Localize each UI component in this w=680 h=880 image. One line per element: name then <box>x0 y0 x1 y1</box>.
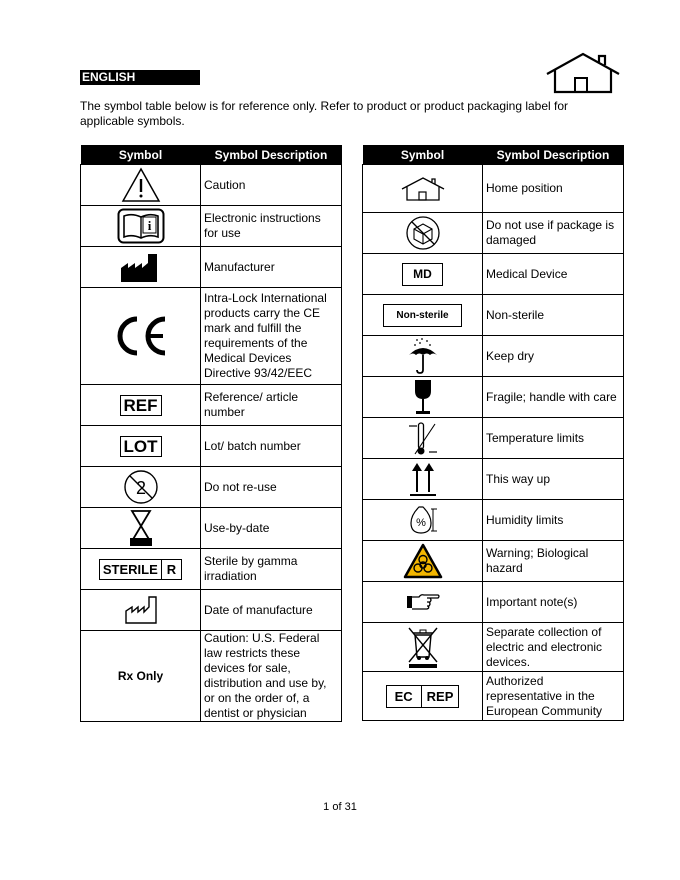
row-description: Do not re-use <box>201 467 342 508</box>
lot-icon: LOT <box>120 436 162 457</box>
this-way-up-icon <box>408 460 438 498</box>
intro-text: The symbol table below is for reference only. Refer to product or product packaging label for applicable symbols. <box>80 99 569 128</box>
row-description: Non-sterile <box>483 295 624 336</box>
table-row <box>81 206 342 247</box>
ref-icon: REF <box>120 395 162 416</box>
table-row <box>81 508 342 549</box>
row-description: Intra-Lock International products carry the CE mark and fulfill the requirements of the Medical Devices Directive 93/42/EEC <box>201 288 342 385</box>
table-row <box>363 582 624 623</box>
table-row <box>363 672 624 721</box>
table-row <box>81 165 342 206</box>
ce-mark-icon <box>113 315 169 357</box>
row-description: Date of manufacture <box>201 590 342 631</box>
header-symbol: Symbol <box>81 145 201 165</box>
header-description: Symbol Description <box>483 145 624 165</box>
md-icon: MD <box>402 263 443 286</box>
table-row <box>81 631 342 722</box>
do-not-reuse-icon <box>123 469 159 505</box>
table-row <box>363 295 624 336</box>
table-row <box>81 590 342 631</box>
table-row <box>363 459 624 500</box>
sterile-r-icon: STERILE R <box>99 559 182 580</box>
table-row <box>81 288 342 385</box>
svg-text:i: i <box>147 218 151 233</box>
row-description: Reference/ article number <box>201 385 342 426</box>
row-description: Keep dry <box>483 336 624 377</box>
damaged-package-icon <box>405 215 441 251</box>
row-description: Do not use if package is damaged <box>483 213 624 254</box>
table-row <box>81 247 342 288</box>
header-symbol: Symbol <box>363 145 483 165</box>
row-description: This way up <box>483 459 624 500</box>
table-row <box>81 385 342 426</box>
row-description: Medical Device <box>483 254 624 295</box>
row-description: Separate collection of electric and electronic devices. <box>483 623 624 672</box>
row-description: Sterile by gamma irradiation <box>201 549 342 590</box>
table-row <box>363 623 624 672</box>
row-description: Home position <box>483 165 624 213</box>
row-description: Temperature limits <box>483 418 624 459</box>
electronic-ifu-icon <box>117 208 165 244</box>
table-row <box>363 336 624 377</box>
caution-icon <box>121 167 161 203</box>
non-sterile-icon: Non-sterile <box>383 304 461 327</box>
date-of-manufacture-icon <box>124 595 158 625</box>
row-description: Important note(s) <box>483 582 624 623</box>
temperature-icon <box>407 420 439 456</box>
rx-only-label: Rx Only <box>117 668 164 683</box>
page-number: 1 of 31 <box>323 801 357 813</box>
row-description: Humidity limits <box>483 500 624 541</box>
biohazard-icon <box>403 543 443 579</box>
humidity-icon <box>405 503 441 537</box>
svg-text:2: 2 <box>135 478 146 498</box>
table-row <box>363 418 624 459</box>
weee-icon <box>406 625 440 669</box>
table-row <box>81 467 342 508</box>
fragile-icon <box>412 378 434 416</box>
symbol-table-left <box>80 145 342 722</box>
home-icon <box>400 176 446 202</box>
table-row <box>81 549 342 590</box>
row-description: Lot/ batch number <box>201 426 342 467</box>
symbol-table-right <box>362 145 624 721</box>
hourglass-icon <box>129 509 153 547</box>
table-row <box>363 254 624 295</box>
important-note-icon <box>405 591 441 613</box>
row-description: Caution: U.S. Federal law restricts these devices for sale, distribution and use by, or on the order of, a dentist or physician <box>201 631 342 722</box>
table-row <box>363 213 624 254</box>
row-description: Manufacturer <box>201 247 342 288</box>
row-description: Authorized representative in the European Community <box>483 672 624 721</box>
table-row <box>363 165 624 213</box>
ec-rep-icon: EC REP <box>386 685 460 708</box>
home-icon <box>545 52 621 94</box>
row-description: Caution <box>201 165 342 206</box>
row-description: Electronic instructions for use <box>201 206 342 247</box>
row-description: Fragile; handle with care <box>483 377 624 418</box>
row-description: Use-by-date <box>201 508 342 549</box>
table-row <box>81 426 342 467</box>
table-row <box>363 377 624 418</box>
language-label: ENGLISH <box>80 70 200 85</box>
manufacturer-icon <box>120 251 162 283</box>
keep-dry-icon <box>407 337 439 375</box>
table-row <box>363 500 624 541</box>
header-description: Symbol Description <box>201 145 342 165</box>
table-row <box>363 541 624 582</box>
row-description: Warning; Biological hazard <box>483 541 624 582</box>
svg-text:%: % <box>415 517 426 529</box>
